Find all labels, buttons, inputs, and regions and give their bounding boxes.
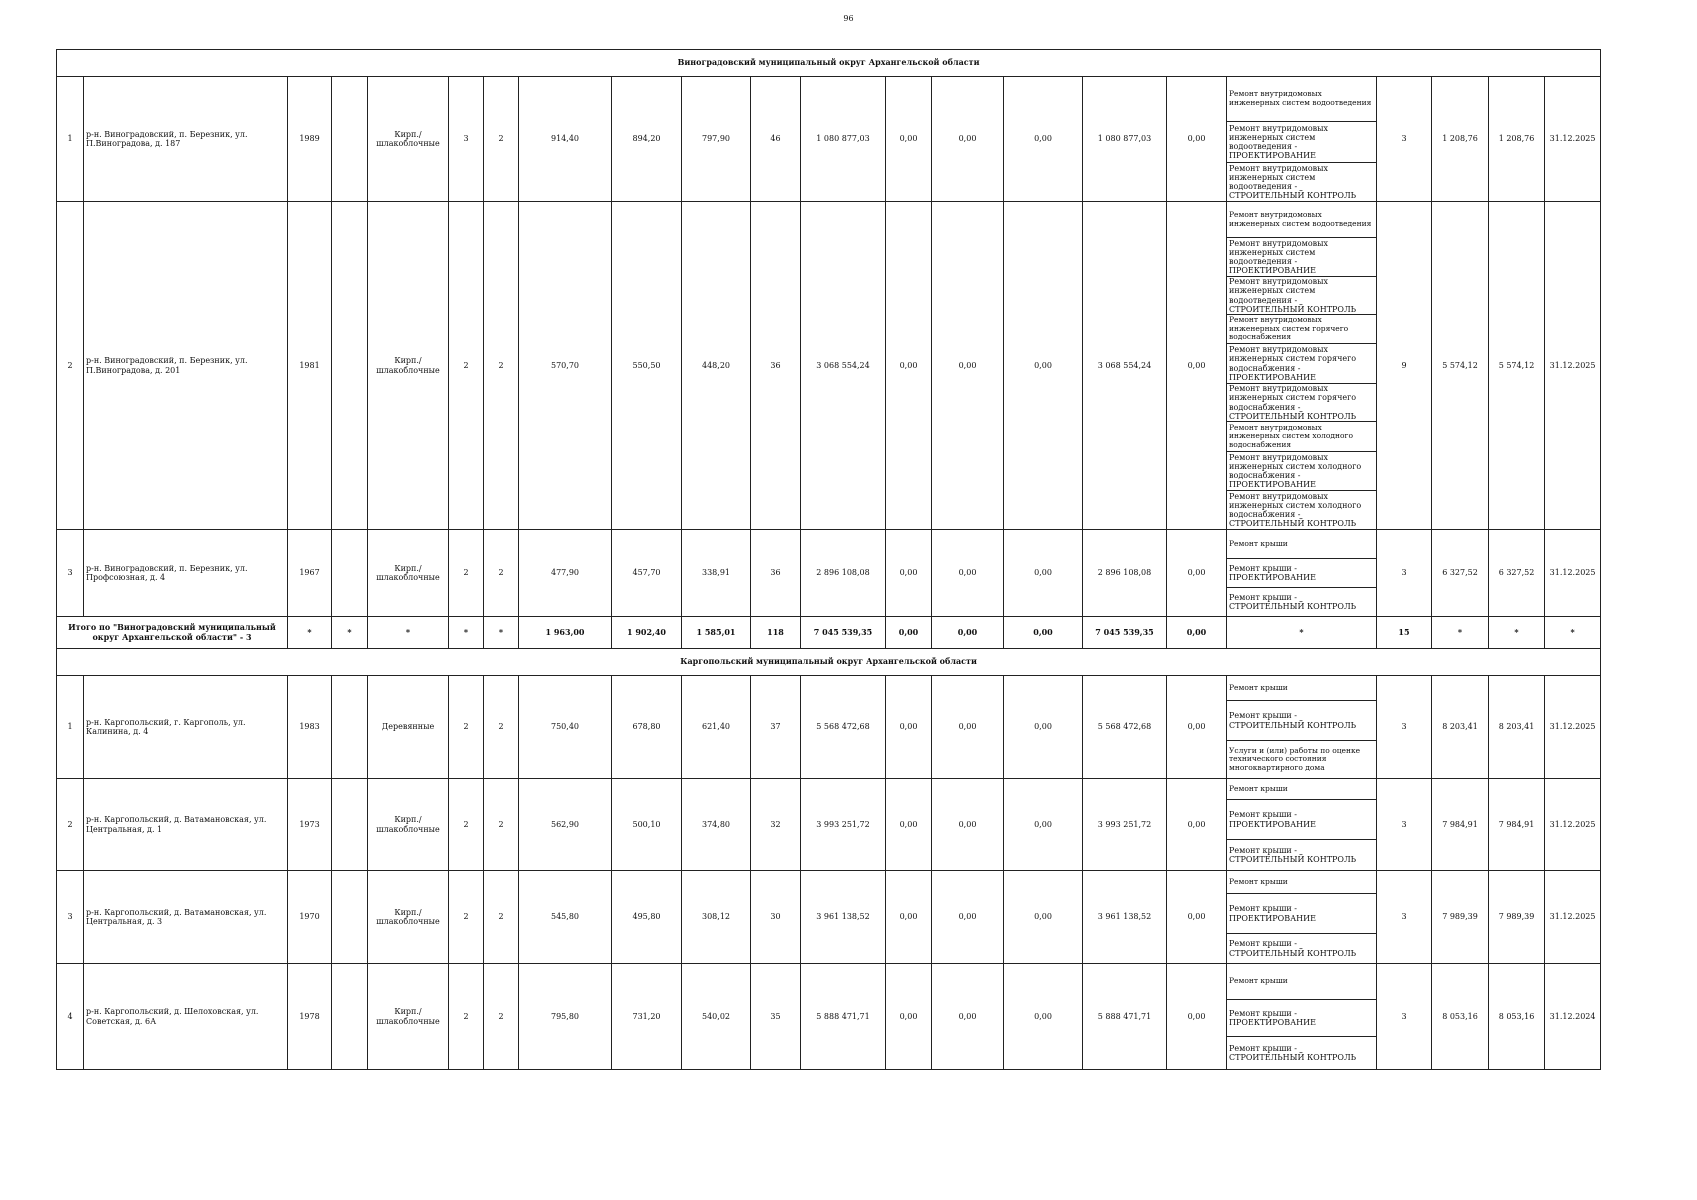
works-count-cell: 3 (1377, 871, 1432, 964)
address-cell: р-н. Каргопольский, д. Шелоховская, ул. Советская, д. 6А (84, 964, 288, 1070)
total-fund2-cell: 0,00 (932, 617, 1004, 649)
floors-cell: 2 (449, 530, 484, 617)
work-item: Ремонт внутридомовых инженерных систем холодного водоснабжения - СТРОИТЕЛЬНЫЙ КОНТРОЛЬ (1227, 490, 1376, 529)
row-number-cell: 2 (57, 779, 84, 871)
entrances-cell: 2 (484, 202, 519, 530)
wall-material-cell: Деревянные (368, 676, 449, 779)
limit-cost-cell: 8 203,41 (1489, 676, 1545, 779)
year-cell: 1981 (288, 202, 332, 530)
residential-area-cell: 338,91 (682, 530, 751, 617)
own-funds-cell: 2 896 108,08 (1083, 530, 1167, 617)
works-count-cell: 3 (1377, 964, 1432, 1070)
unit-cost-cell: 5 574,12 (1432, 202, 1489, 530)
work-item: Ремонт крыши - ПРОЕКТИРОВАНИЕ (1227, 999, 1376, 1036)
section-header-row (57, 649, 1601, 676)
wall-material-cell: Кирп./ шлакоблочные (368, 964, 449, 1070)
section-title: Виноградовский муниципальный округ Архангельской области (57, 50, 1601, 77)
fund-cell: 0,00 (932, 964, 1004, 1070)
empty-cell (332, 77, 368, 202)
table-row (57, 676, 1601, 779)
address-cell: р-н. Виноградовский, п. Березник, ул. Профсоюзная, д. 4 (84, 530, 288, 617)
wall-material-cell: Кирп./ шлакоблочные (368, 871, 449, 964)
register-table-wrapper (56, 49, 1600, 1070)
table-row (57, 77, 1601, 202)
own-funds-cell: 5 888 471,71 (1083, 964, 1167, 1070)
total-star-cell: * (1227, 617, 1377, 649)
total-area-cell: 477,90 (519, 530, 612, 617)
address-cell: р-н. Каргопольский, г. Каргополь, ул. Калинина, д. 4 (84, 676, 288, 779)
entrances-cell: 2 (484, 676, 519, 779)
entrances-cell: 2 (484, 964, 519, 1070)
residential-area-cell: 308,12 (682, 871, 751, 964)
total-star-cell: * (1489, 617, 1545, 649)
total-cost-cell: 3 068 554,24 (801, 202, 886, 530)
row-number-cell: 1 (57, 77, 84, 202)
fund-cell: 0,00 (932, 676, 1004, 779)
row-number-cell: 3 (57, 530, 84, 617)
work-item: Ремонт внутридомовых инженерных систем горячего водоснабжения - СТРОИТЕЛЬНЫЙ КОНТРОЛЬ (1227, 383, 1376, 421)
residential-area-cell: 621,40 (682, 676, 751, 779)
deadline-cell: 31.12.2025 (1545, 871, 1601, 964)
work-item: Ремонт крыши - СТРОИТЕЛЬНЫЙ КОНТРОЛЬ (1227, 1036, 1376, 1069)
work-item: Ремонт внутридомовых инженерных систем горячего водоснабжения - ПРОЕКТИРОВАНИЕ (1227, 343, 1376, 383)
deadline-cell: 31.12.2025 (1545, 779, 1601, 871)
works-list-cell (1227, 676, 1377, 779)
address-cell: р-н. Виноградовский, п. Березник, ул. П.Виноградова, д. 187 (84, 77, 288, 202)
unit-cost-cell: 8 203,41 (1432, 676, 1489, 779)
works-list-cell (1227, 77, 1377, 202)
own-funds-cell: 5 568 472,68 (1083, 676, 1167, 779)
total-star-cell: * (1545, 617, 1601, 649)
other-funds-cell: 0,00 (1167, 871, 1227, 964)
total-star-cell: * (449, 617, 484, 649)
floors-cell: 2 (449, 779, 484, 871)
own-funds-cell: 3 961 138,52 (1083, 871, 1167, 964)
fund-cell: 0,00 (932, 779, 1004, 871)
empty-cell (332, 779, 368, 871)
total-cost-cell: 5 568 472,68 (801, 676, 886, 779)
residential-area-cell: 374,80 (682, 779, 751, 871)
living-area-cell: 495,80 (612, 871, 682, 964)
empty-cell (332, 530, 368, 617)
total-area-living-cell: 1 902,40 (612, 617, 682, 649)
other-funds-cell: 0,00 (1167, 676, 1227, 779)
work-item: Ремонт крыши (1229, 538, 1288, 548)
total-area-cell: 750,40 (519, 676, 612, 779)
fund-cell: 0,00 (932, 77, 1004, 202)
work-item: Ремонт крыши (1229, 976, 1288, 986)
residents-cell: 37 (751, 676, 801, 779)
total-area-res-cell: 1 585,01 (682, 617, 751, 649)
works-count-cell: 3 (1377, 676, 1432, 779)
row-number-cell: 1 (57, 676, 84, 779)
table-row (57, 202, 1601, 530)
floors-cell: 3 (449, 77, 484, 202)
total-cost-cell: 2 896 108,08 (801, 530, 886, 617)
living-area-cell: 731,20 (612, 964, 682, 1070)
section-total-row (57, 617, 1601, 649)
entrances-cell: 2 (484, 530, 519, 617)
living-area-cell: 550,50 (612, 202, 682, 530)
work-item: Ремонт внутридомовых инженерных систем водоотведения - СТРОИТЕЛЬНЫЙ КОНТРОЛЬ (1227, 276, 1376, 314)
fund-cell: 0,00 (886, 202, 932, 530)
works-list-cell (1227, 871, 1377, 964)
limit-cost-cell: 1 208,76 (1489, 77, 1545, 202)
wall-material-cell: Кирп./ шлакоблочные (368, 779, 449, 871)
row-number-cell: 4 (57, 964, 84, 1070)
floors-cell: 2 (449, 202, 484, 530)
living-area-cell: 678,80 (612, 676, 682, 779)
works-list-cell (1227, 530, 1377, 617)
total-fund3-cell: 0,00 (1004, 617, 1083, 649)
wall-material-cell: Кирп./ шлакоблочные (368, 530, 449, 617)
residents-cell: 30 (751, 871, 801, 964)
table-row (57, 964, 1601, 1070)
total-own-cell: 7 045 539,35 (1083, 617, 1167, 649)
wall-material-cell: Кирп./ шлакоблочные (368, 77, 449, 202)
total-star-cell: * (484, 617, 519, 649)
fund-cell: 0,00 (1004, 77, 1083, 202)
fund-cell: 0,00 (1004, 779, 1083, 871)
year-cell: 1978 (288, 964, 332, 1070)
total-area-cell: 562,90 (519, 779, 612, 871)
total-star-cell: * (332, 617, 368, 649)
unit-cost-cell: 8 053,16 (1432, 964, 1489, 1070)
work-item: Ремонт крыши - СТРОИТЕЛЬНЫЙ КОНТРОЛЬ (1227, 700, 1376, 740)
work-item: Ремонт внутридомовых инженерных систем водоотведения - ПРОЕКТИРОВАНИЕ (1227, 121, 1376, 162)
work-item: Ремонт внутридомовых инженерных систем водоотведения - СТРОИТЕЛЬНЫЙ КОНТРОЛЬ (1227, 162, 1376, 201)
row-number-cell: 3 (57, 871, 84, 964)
own-funds-cell: 1 080 877,03 (1083, 77, 1167, 202)
empty-cell (332, 964, 368, 1070)
works-list-cell (1227, 202, 1377, 530)
residential-area-cell: 448,20 (682, 202, 751, 530)
other-funds-cell: 0,00 (1167, 530, 1227, 617)
year-cell: 1989 (288, 77, 332, 202)
work-item: Ремонт крыши - СТРОИТЕЛЬНЫЙ КОНТРОЛЬ (1227, 933, 1376, 963)
total-area-total-cell: 1 963,00 (519, 617, 612, 649)
total-fund1-cell: 0,00 (886, 617, 932, 649)
work-item: Ремонт крыши - ПРОЕКТИРОВАНИЕ (1227, 799, 1376, 839)
fund-cell: 0,00 (886, 77, 932, 202)
fund-cell: 0,00 (886, 676, 932, 779)
unit-cost-cell: 1 208,76 (1432, 77, 1489, 202)
total-other-cell: 0,00 (1167, 617, 1227, 649)
unit-cost-cell: 6 327,52 (1432, 530, 1489, 617)
entrances-cell: 2 (484, 779, 519, 871)
total-star-cell: * (368, 617, 449, 649)
work-item: Услуги и (или) работы по оценке технического состояния многоквартирного дома (1227, 740, 1376, 778)
other-funds-cell: 0,00 (1167, 202, 1227, 530)
total-star-cell: * (1432, 617, 1489, 649)
residential-area-cell: 797,90 (682, 77, 751, 202)
total-cost-total-cell: 7 045 539,35 (801, 617, 886, 649)
empty-cell (332, 871, 368, 964)
other-funds-cell: 0,00 (1167, 779, 1227, 871)
unit-cost-cell: 7 984,91 (1432, 779, 1489, 871)
works-count-cell: 3 (1377, 779, 1432, 871)
work-item: Ремонт внутридомовых инженерных систем водоотведения - ПРОЕКТИРОВАНИЕ (1227, 237, 1376, 276)
total-cost-cell: 3 993 251,72 (801, 779, 886, 871)
works-count-cell: 9 (1377, 202, 1432, 530)
residents-cell: 36 (751, 202, 801, 530)
living-area-cell: 457,70 (612, 530, 682, 617)
floors-cell: 2 (449, 964, 484, 1070)
register-body (57, 50, 1601, 1070)
work-item: Ремонт крыши - ПРОЕКТИРОВАНИЕ (1227, 558, 1376, 587)
own-funds-cell: 3 068 554,24 (1083, 202, 1167, 530)
residents-cell: 35 (751, 964, 801, 1070)
page-number: 96 (843, 14, 854, 23)
deadline-cell: 31.12.2025 (1545, 530, 1601, 617)
work-item: Ремонт крыши (1229, 783, 1288, 793)
fund-cell: 0,00 (932, 202, 1004, 530)
fund-cell: 0,00 (886, 779, 932, 871)
row-number-cell: 2 (57, 202, 84, 530)
deadline-cell: 31.12.2025 (1545, 202, 1601, 530)
unit-cost-cell: 7 989,39 (1432, 871, 1489, 964)
fund-cell: 0,00 (886, 964, 932, 1070)
other-funds-cell: 0,00 (1167, 964, 1227, 1070)
table-row (57, 779, 1601, 871)
empty-cell (332, 202, 368, 530)
work-item: Ремонт внутридомовых инженерных систем водоотведения (1229, 89, 1372, 107)
limit-cost-cell: 8 053,16 (1489, 964, 1545, 1070)
capital-repair-register-table (56, 49, 1601, 1070)
fund-cell: 0,00 (886, 530, 932, 617)
address-cell: р-н. Виноградовский, п. Березник, ул. П.Виноградова, д. 201 (84, 202, 288, 530)
table-row (57, 871, 1601, 964)
works-count-cell: 3 (1377, 77, 1432, 202)
living-area-cell: 894,20 (612, 77, 682, 202)
address-cell: р-н. Каргопольский, д. Ватамановская, ул. Центральная, д. 3 (84, 871, 288, 964)
fund-cell: 0,00 (1004, 964, 1083, 1070)
work-item: Ремонт крыши - СТРОИТЕЛЬНЫЙ КОНТРОЛЬ (1227, 839, 1376, 870)
living-area-cell: 500,10 (612, 779, 682, 871)
works-count-cell: 3 (1377, 530, 1432, 617)
work-item: Ремонт крыши (1229, 682, 1288, 692)
work-item: Ремонт внутридомовых инженерных систем водоотведения (1229, 209, 1372, 228)
work-item: Ремонт внутридомовых инженерных систем холодного водоснабжения - ПРОЕКТИРОВАНИЕ (1227, 451, 1376, 490)
year-cell: 1970 (288, 871, 332, 964)
address-cell: р-н. Каргопольский, д. Ватамановская, ул. Центральная, д. 1 (84, 779, 288, 871)
total-residents-cell: 118 (751, 617, 801, 649)
empty-cell (332, 676, 368, 779)
work-item: Ремонт внутридомовых инженерных систем холодного водоснабжения (1227, 421, 1376, 451)
deadline-cell: 31.12.2025 (1545, 77, 1601, 202)
fund-cell: 0,00 (1004, 871, 1083, 964)
residents-cell: 32 (751, 779, 801, 871)
floors-cell: 2 (449, 676, 484, 779)
section-header-row (57, 50, 1601, 77)
total-star-cell: * (288, 617, 332, 649)
total-works-count-cell: 15 (1377, 617, 1432, 649)
limit-cost-cell: 7 989,39 (1489, 871, 1545, 964)
limit-cost-cell: 5 574,12 (1489, 202, 1545, 530)
total-label: Итого по "Виноградовский муниципальный округ Архангельской области" - 3 (57, 617, 288, 649)
entrances-cell: 2 (484, 77, 519, 202)
works-list-cell (1227, 779, 1377, 871)
total-area-cell: 545,80 (519, 871, 612, 964)
residential-area-cell: 540,02 (682, 964, 751, 1070)
year-cell: 1983 (288, 676, 332, 779)
limit-cost-cell: 7 984,91 (1489, 779, 1545, 871)
fund-cell: 0,00 (932, 530, 1004, 617)
work-item: Ремонт крыши - ПРОЕКТИРОВАНИЕ (1227, 893, 1376, 933)
fund-cell: 0,00 (1004, 202, 1083, 530)
residents-cell: 46 (751, 77, 801, 202)
total-area-cell: 914,40 (519, 77, 612, 202)
floors-cell: 2 (449, 871, 484, 964)
fund-cell: 0,00 (886, 871, 932, 964)
total-cost-cell: 1 080 877,03 (801, 77, 886, 202)
works-list-cell (1227, 964, 1377, 1070)
deadline-cell: 31.12.2024 (1545, 964, 1601, 1070)
fund-cell: 0,00 (1004, 676, 1083, 779)
year-cell: 1967 (288, 530, 332, 617)
fund-cell: 0,00 (1004, 530, 1083, 617)
work-item: Ремонт крыши (1229, 876, 1288, 886)
wall-material-cell: Кирп./ шлакоблочные (368, 202, 449, 530)
year-cell: 1973 (288, 779, 332, 871)
total-cost-cell: 5 888 471,71 (801, 964, 886, 1070)
work-item: Ремонт крыши - СТРОИТЕЛЬНЫЙ КОНТРОЛЬ (1227, 587, 1376, 616)
total-area-cell: 795,80 (519, 964, 612, 1070)
deadline-cell: 31.12.2025 (1545, 676, 1601, 779)
table-row (57, 530, 1601, 617)
limit-cost-cell: 6 327,52 (1489, 530, 1545, 617)
other-funds-cell: 0,00 (1167, 77, 1227, 202)
own-funds-cell: 3 993 251,72 (1083, 779, 1167, 871)
fund-cell: 0,00 (932, 871, 1004, 964)
work-item: Ремонт внутридомовых инженерных систем горячего водоснабжения (1227, 314, 1376, 343)
section-title: Каргопольский муниципальный округ Архангельской области (57, 649, 1601, 676)
residents-cell: 36 (751, 530, 801, 617)
entrances-cell: 2 (484, 871, 519, 964)
total-area-cell: 570,70 (519, 202, 612, 530)
total-cost-cell: 3 961 138,52 (801, 871, 886, 964)
